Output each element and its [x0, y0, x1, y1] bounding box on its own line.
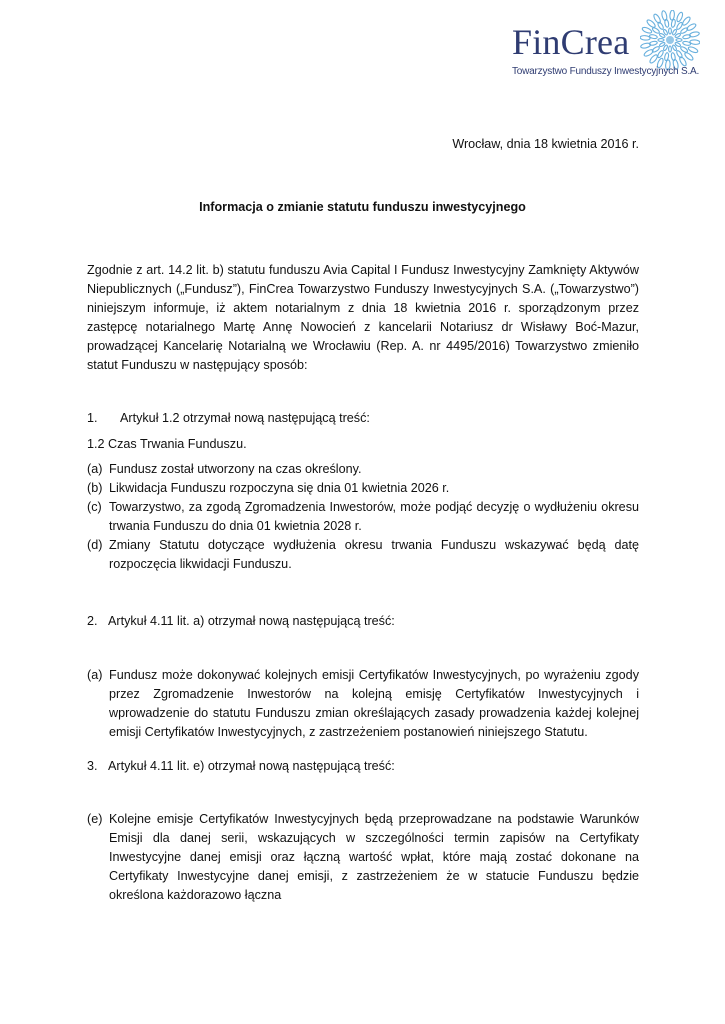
- list-item: [87, 810, 639, 905]
- flower-petal: [653, 13, 662, 24]
- list-item: [87, 460, 639, 479]
- company-logo: [512, 12, 712, 77]
- document-title: Informacja o zmianie statutu funduszu inwestycyjnego: [199, 200, 526, 214]
- flower-petal: [681, 16, 691, 26]
- section2-heading-text: Artykuł 4.11 lit. a) otrzymał nową następującą treść:: [108, 614, 395, 628]
- section1-heading-text: Artykuł 1.2 otrzymał nową następującą treść:: [120, 411, 370, 425]
- flower-petal: [670, 10, 675, 20]
- flower-petal: [640, 35, 650, 40]
- flower-petal: [649, 54, 659, 64]
- flower-petal: [643, 48, 654, 57]
- list-item-text: Likwidacja Funduszu rozpoczyna się dnia 01 kwietnia 2026 r.: [109, 481, 450, 495]
- flower-petal: [669, 46, 672, 52]
- list-item-text: Fundusz został utworzony na czas określony.: [109, 462, 362, 476]
- intro-paragraph: Zgodnie z art. 14.2 lit. b) statutu funduszu Avia Capital I Fundusz Inwestycyjny Zamknięty Aktywów Niepublicznych („Fundusz”), FinCrea Towarzystwo Funduszy Inwestycyjnych S.A. („Towarzystwo”) niniejszym informuje, iż aktem notarialnym z dnia 18 kwietnia 2016 r. sporządzonym przez zastępcę notarialnego Martę Annę Nowocień z kancelarii Notariusz dr Wisławy Boć-Mazur, prowadzącej Kancelarię Notarialną we Wrocławiu (Rep. A. nr 4495/2016) Towarzystwo zmieniło statut Funduszu w następujący sposób:: [87, 263, 639, 372]
- list-item-label: (c): [87, 500, 102, 514]
- section2-number: 2.: [87, 614, 98, 628]
- list-item-label: (a): [87, 462, 103, 476]
- list-item-label: (e): [87, 812, 103, 826]
- flower-petal: [658, 39, 664, 42]
- flower-petal: [676, 12, 684, 23]
- section3-number: 3.: [87, 759, 98, 773]
- flower-petal: [642, 26, 653, 34]
- flower-petal: [688, 46, 699, 54]
- flower-petal: [646, 19, 656, 29]
- list-item: [87, 666, 639, 742]
- flower-petal: [690, 40, 700, 45]
- flower-petal: [661, 10, 668, 21]
- flower-petal: [676, 39, 682, 42]
- list-item-text: Zmiany Statutu dotyczące wydłużenia okresu trwania Funduszu wskazywać będą datę rozpoczęcia likwidacji Funduszu.: [109, 538, 639, 571]
- date-line: Wrocław, dnia 18 kwietnia 2016 r.: [452, 137, 639, 151]
- section1-heading: [87, 409, 639, 428]
- list-item: [87, 498, 639, 536]
- flower-petal: [684, 51, 694, 61]
- flower-petal: [686, 23, 697, 32]
- list-item-label: (b): [87, 481, 103, 495]
- list-item-text: Towarzystwo, za zgodą Zgromadzenia Inwestorów, może podjąć decyzję o wydłużeniu okresu trwania Funduszu do dnia 01 kwietnia 2028 r.: [109, 500, 639, 533]
- flower-petal: [689, 31, 700, 38]
- flower-petal: [640, 42, 651, 49]
- list-item-label: (a): [87, 668, 103, 682]
- section3-heading-text: Artykuł 4.11 lit. e) otrzymał nową następującą treść:: [108, 759, 395, 773]
- section2-heading: [87, 612, 639, 631]
- flower-icon: [640, 10, 700, 70]
- section1-number: 1.: [87, 411, 98, 425]
- list-item: [87, 536, 639, 574]
- list-item-text: Fundusz może dokonywać kolejnych emisji Certyfikatów Inwestycyjnych, po wyrażeniu zgody przez Zgromadzenie Inwestorów na kolejną emisję Certyfikatów Inwestycyjnych i wprowadzenie do statutu Funduszu zmian określających zasady prowadzenia każdej kolejnej emisji Certyfikatów Inwestycyjnych, z zastrzeżeniem postanowień niniejszego Statutu.: [109, 668, 639, 739]
- list-item: [87, 479, 639, 498]
- list-item-label: (d): [87, 538, 103, 552]
- logo-subtitle: Towarzystwo Funduszy Inwestycyjnych S.A.: [512, 66, 700, 77]
- flower-petal: [669, 28, 672, 34]
- section3-heading: [87, 757, 639, 776]
- section1-subheading: 1.2 Czas Trwania Funduszu.: [87, 437, 247, 451]
- logo-wordmark: FinCrea: [512, 22, 630, 62]
- list-item-text: Kolejne emisje Certyfikatów Inwestycyjnych będą przeprowadzane na podstawie Warunków Emisji dla danej serii, wskazujących w szczególności termin zapisów na Certyfikaty Inwestycyjne danej emisji oraz łączną wartość wpłat, które mają zostać dokonane na Certyfikaty Inwestycyjne danej emisji, z zastrzeżeniem że w statucie Funduszu będzie określona każdorazowo łączna: [109, 812, 639, 902]
